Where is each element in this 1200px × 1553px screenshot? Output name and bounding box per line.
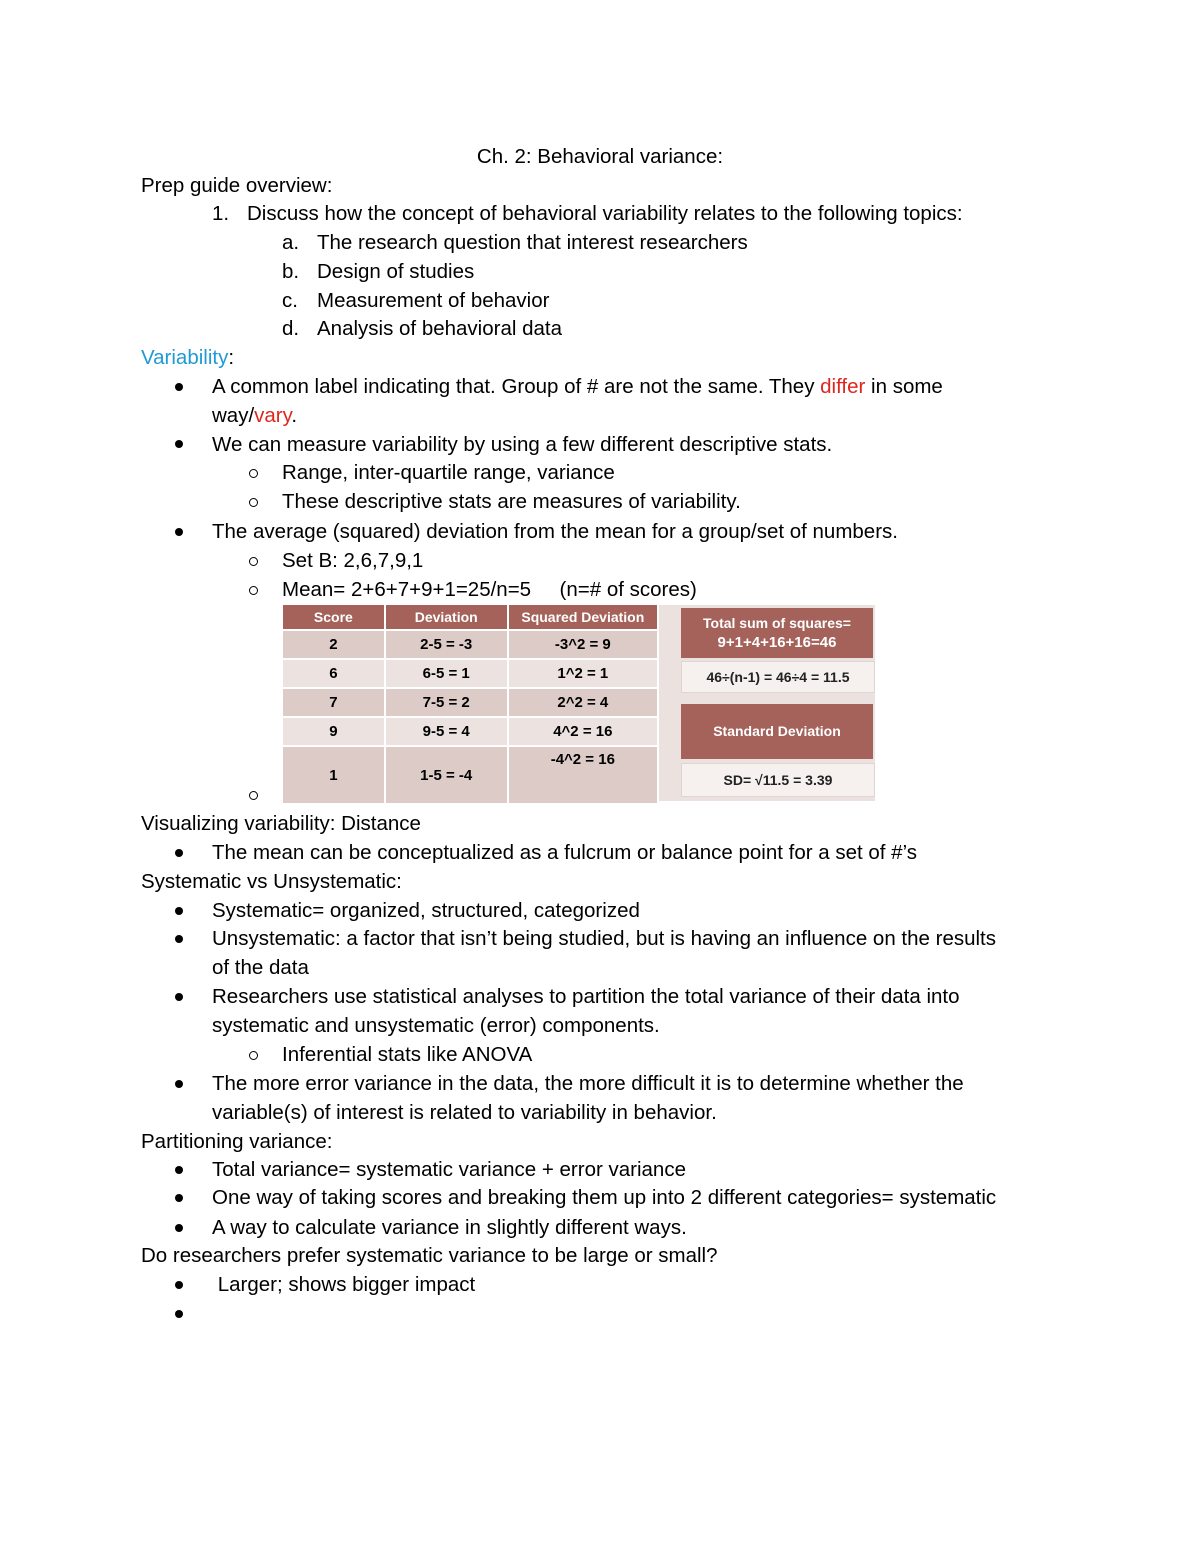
circle-bullet-icon (249, 586, 258, 595)
sum-of-squares-box (681, 608, 873, 658)
variability-bullet-1 (212, 373, 943, 401)
standard-deviation-label: Standard Deviation (681, 704, 873, 759)
circle-bullet-icon (249, 469, 258, 478)
summary-panel (659, 605, 875, 801)
highlight-differ: differ (820, 375, 866, 398)
table-cell: -4^2 = 16 (508, 746, 658, 804)
sd-value-box: SD= √11.5 = 3.39 (681, 763, 875, 797)
prep-item: Discuss how the concept of behavioral variability relates to the following topics: (247, 202, 963, 225)
sub-item: Analysis of behavioral data (317, 317, 563, 340)
variability-bullet-3: The average (squared) deviation from the mean for a group/set of numbers. (212, 520, 898, 543)
sub-item: Measurement of behavior (317, 289, 550, 312)
sum-of-squares-value: 9+1+4+16+16=46 (717, 634, 837, 651)
text-span: . (291, 404, 298, 427)
text-span: A common label indicating that. Group of # are not the same. They (212, 375, 821, 398)
bullet-icon (175, 528, 183, 536)
bullet-icon (175, 383, 183, 391)
table-cell: 2 (283, 630, 385, 659)
table-cell: -3^2 = 9 (508, 630, 658, 659)
visualizing-bullet: The mean can be conceptualized as a fulcrum or balance point for a set of #’s (212, 841, 918, 864)
table-cell: 1-5 = -4 (385, 746, 508, 804)
sub-item: The research question that interest researchers (317, 231, 748, 254)
variance-box: 46÷(n-1) = 46÷4 = 11.5 (681, 661, 875, 693)
systematic-bullet-3-cont: systematic and unsystematic (error) components. (212, 1014, 660, 1037)
header-squared-deviation: Squared Deviation (508, 605, 658, 630)
header-deviation: Deviation (385, 605, 508, 630)
bullet-icon (175, 1080, 183, 1088)
mean-line: Mean= 2+6+7+9+1=25/n=5 (n=# of scores) (282, 578, 697, 601)
partitioning-heading: Partitioning variance: (141, 1130, 333, 1153)
systematic-bullet-4: The more error variance in the data, the more difficult it is to determine whether the (212, 1072, 964, 1095)
bullet-icon (175, 440, 183, 448)
document-title: Ch. 2: Behavioral variance: (476, 145, 724, 168)
table-row (283, 630, 658, 659)
systematic-bullet-2-cont: of the data (212, 956, 309, 979)
variability-bullet-2: We can measure variability by using a few different descriptive stats. (212, 433, 833, 456)
systematic-bullet-1: Systematic= organized, structured, categorized (212, 899, 640, 922)
bullet-icon (175, 1166, 183, 1174)
text-span: way/ (212, 404, 255, 427)
sub-item: Design of studies (317, 260, 475, 283)
bullet-icon (175, 1194, 183, 1202)
table-cell: 7 (283, 688, 385, 717)
sub-marker: c. (282, 289, 298, 312)
deviation-table (283, 605, 659, 801)
systematic-heading: Systematic vs Unsystematic: (141, 870, 402, 893)
systematic-bullet-2: Unsystematic: a factor that isn’t being studied, but is having an influence on the results (212, 927, 996, 950)
table-cell: 9-5 = 4 (385, 717, 508, 746)
table-cell: 6-5 = 1 (385, 659, 508, 688)
table-cell: 9 (283, 717, 385, 746)
table-cell: 4^2 = 16 (508, 717, 658, 746)
table-row (283, 717, 658, 746)
bullet-icon (175, 993, 183, 1001)
table-cell: 6 (283, 659, 385, 688)
partitioning-bullet-3: A way to calculate variance in slightly different ways. (212, 1216, 687, 1239)
sub-marker: d. (282, 317, 300, 340)
bullet-icon (175, 1310, 183, 1318)
prep-heading: Prep guide overview: (141, 174, 333, 197)
highlight-vary: vary (254, 404, 292, 427)
bullet-icon (175, 907, 183, 915)
table-cell: 2^2 = 4 (508, 688, 658, 717)
table-row (283, 688, 658, 717)
partitioning-bullet-2: One way of taking scores and breaking them up into 2 different categories= systematic (212, 1186, 997, 1209)
heading-colon: : (228, 346, 235, 369)
list-number: 1. (212, 202, 230, 225)
circle-bullet-icon (249, 791, 258, 800)
header-score: Score (283, 605, 385, 630)
text-span: in some (865, 375, 943, 398)
variability-word: Variability (141, 346, 229, 369)
table-cell: 7-5 = 2 (385, 688, 508, 717)
table-cell: 2-5 = -3 (385, 630, 508, 659)
circle-bullet-icon (249, 557, 258, 566)
bullet-icon (175, 1224, 183, 1232)
sub-marker: b. (282, 260, 300, 283)
set-b: Set B: 2,6,7,9,1 (282, 549, 424, 572)
bullet-icon (175, 935, 183, 943)
variability-heading (141, 344, 234, 372)
systematic-bullet-3: Researchers use statistical analyses to partition the total variance of their data into (212, 985, 960, 1008)
sub-marker: a. (282, 231, 300, 254)
table-row (283, 746, 658, 804)
circle-bullet-icon (249, 1051, 258, 1060)
systematic-bullet-4-cont: variable(s) of interest is related to variability in behavior. (212, 1101, 717, 1124)
table-cell: 1 (283, 746, 385, 804)
table-row (283, 659, 658, 688)
sum-of-squares-label: Total sum of squares= (703, 615, 851, 631)
table-cell: 1^2 = 1 (508, 659, 658, 688)
variability-sub-2: These descriptive stats are measures of variability. (282, 490, 741, 513)
bullet-icon (175, 849, 183, 857)
circle-bullet-icon (249, 498, 258, 507)
variability-sub-1: Range, inter-quartile range, variance (282, 461, 615, 484)
variability-bullet-1-cont (212, 402, 297, 430)
question-bullet-1: Larger; shows bigger impact (212, 1273, 476, 1296)
visualizing-heading: Visualizing variability: Distance (141, 812, 421, 835)
bullet-icon (175, 1281, 183, 1289)
partitioning-bullet-1: Total variance= systematic variance + error variance (212, 1158, 686, 1181)
systematic-sub: Inferential stats like ANOVA (282, 1043, 533, 1066)
question-heading: Do researchers prefer systematic variance to be large or small? (141, 1244, 718, 1267)
